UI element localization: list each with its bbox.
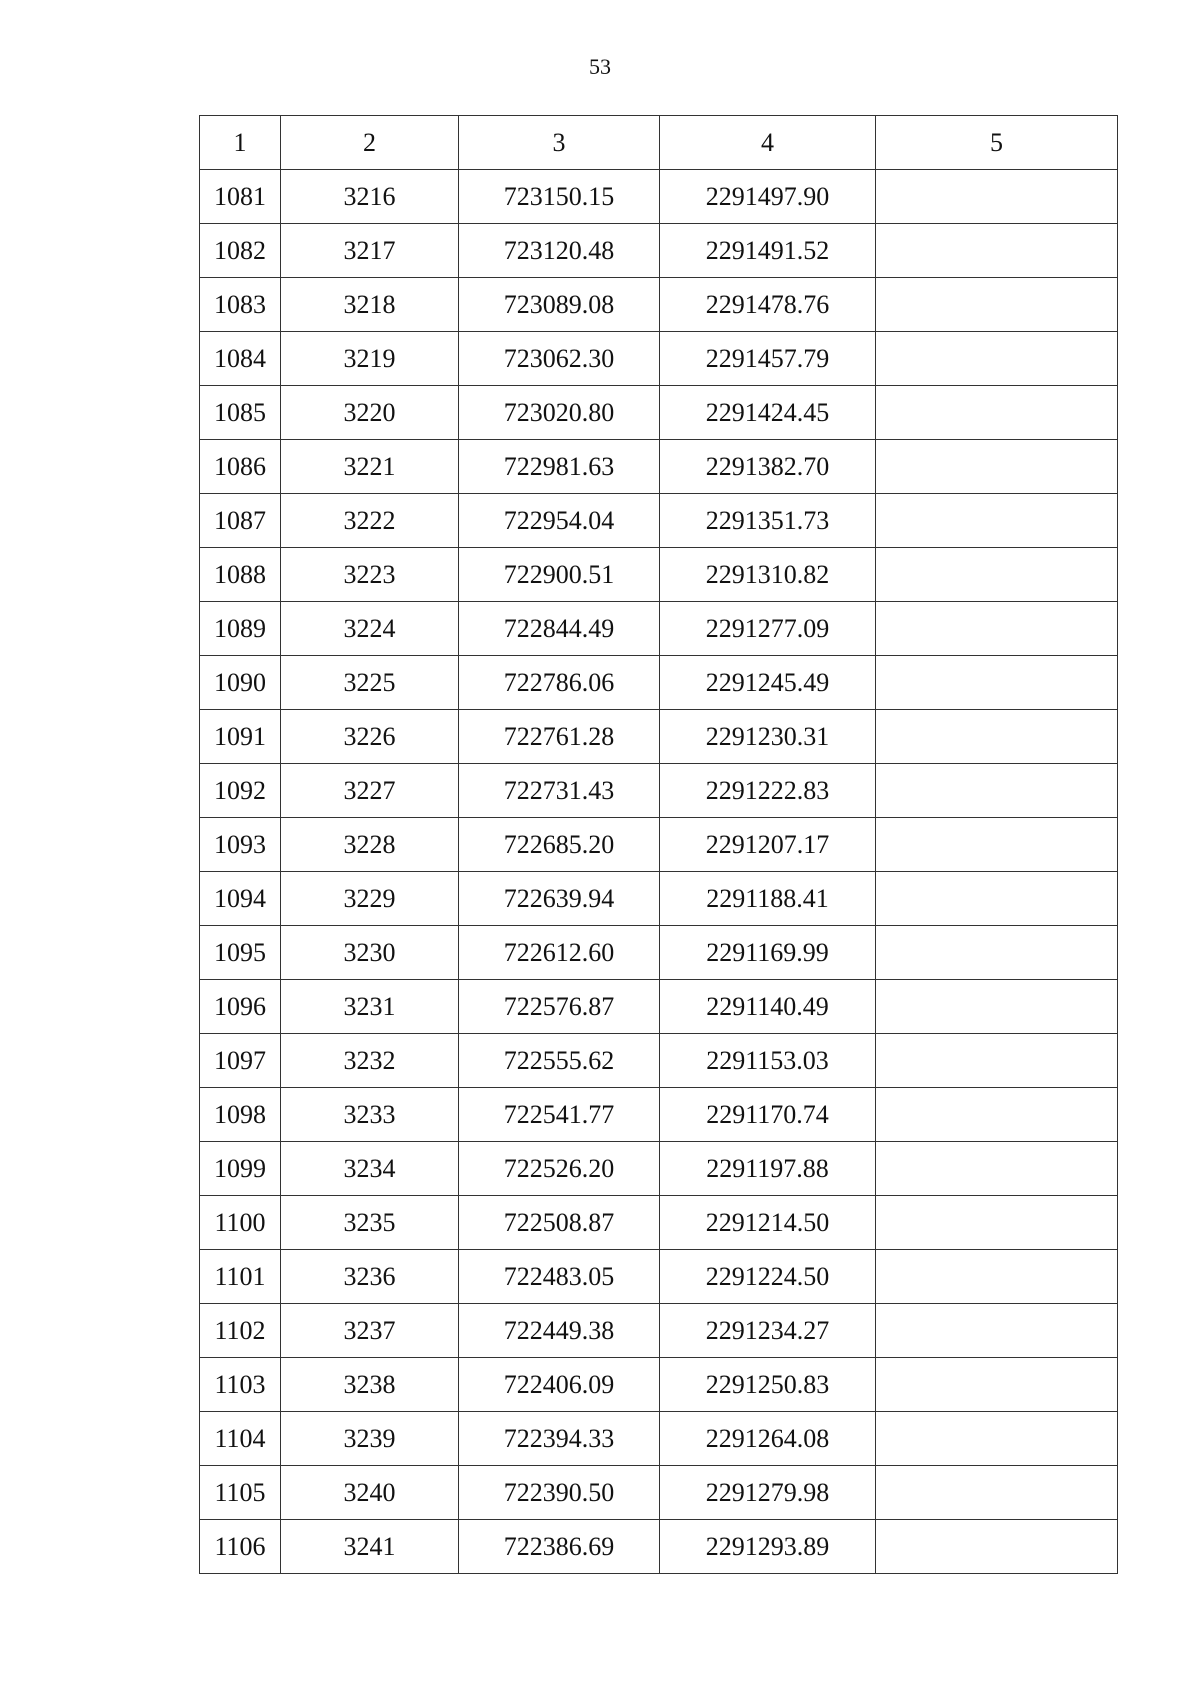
table-cell: 722685.20 [459,818,660,872]
table-row [200,1412,1118,1466]
table-row [200,278,1118,332]
table-cell: 1106 [200,1520,281,1574]
table-cell: 1096 [200,980,281,1034]
table-cell [876,332,1118,386]
table-cell: 1103 [200,1358,281,1412]
table-cell [876,872,1118,926]
table-cell: 723020.80 [459,386,660,440]
table-cell [876,170,1118,224]
table-cell: 3232 [281,1034,459,1088]
header-cell: 5 [876,116,1118,170]
table-cell: 2291222.83 [660,764,876,818]
table-row [200,1358,1118,1412]
table-cell: 2291170.74 [660,1088,876,1142]
table-cell: 1086 [200,440,281,494]
table-cell: 3216 [281,170,459,224]
table-cell: 722449.38 [459,1304,660,1358]
table-cell: 2291245.49 [660,656,876,710]
table-row [200,1466,1118,1520]
table-cell: 722508.87 [459,1196,660,1250]
table-row [200,1088,1118,1142]
table-cell [876,602,1118,656]
table-cell: 722541.77 [459,1088,660,1142]
table-cell: 2291197.88 [660,1142,876,1196]
table-cell: 3230 [281,926,459,980]
table-cell: 2291224.50 [660,1250,876,1304]
table-cell: 2291188.41 [660,872,876,926]
table-row [200,710,1118,764]
table-cell: 723150.15 [459,170,660,224]
table-cell: 1081 [200,170,281,224]
table-cell: 1102 [200,1304,281,1358]
table-cell: 1092 [200,764,281,818]
table-cell: 2291424.45 [660,386,876,440]
table-row [200,872,1118,926]
table-header [200,116,1118,170]
table-cell: 1098 [200,1088,281,1142]
table-cell: 722386.69 [459,1520,660,1574]
table-row [200,1520,1118,1574]
table-cell: 1100 [200,1196,281,1250]
table-cell: 2291230.31 [660,710,876,764]
table-row [200,926,1118,980]
table-row [200,656,1118,710]
table-cell: 3227 [281,764,459,818]
table-cell: 3226 [281,710,459,764]
table-cell [876,1520,1118,1574]
table-cell: 2291310.82 [660,548,876,602]
table-cell: 2291491.52 [660,224,876,278]
table-row [200,224,1118,278]
table-cell: 2291457.79 [660,332,876,386]
table-cell: 722731.43 [459,764,660,818]
table-cell: 2291264.08 [660,1412,876,1466]
table-cell [876,656,1118,710]
table-cell: 722406.09 [459,1358,660,1412]
table-row [200,440,1118,494]
table-cell: 3240 [281,1466,459,1520]
table-row [200,602,1118,656]
table-row [200,386,1118,440]
table-cell: 722786.06 [459,656,660,710]
table-row [200,332,1118,386]
table-cell: 2291478.76 [660,278,876,332]
table-cell: 3239 [281,1412,459,1466]
table-cell: 1095 [200,926,281,980]
table-cell: 2291214.50 [660,1196,876,1250]
table-cell: 722900.51 [459,548,660,602]
table-cell [876,818,1118,872]
table-cell: 722844.49 [459,602,660,656]
table-cell [876,980,1118,1034]
table-cell: 3231 [281,980,459,1034]
table-cell: 2291153.03 [660,1034,876,1088]
table-cell: 722612.60 [459,926,660,980]
table-cell: 1090 [200,656,281,710]
table-cell: 722576.87 [459,980,660,1034]
table-row [200,818,1118,872]
table-cell [876,1250,1118,1304]
table-cell: 722639.94 [459,872,660,926]
coordinates-table [199,115,1118,1574]
table-cell: 722555.62 [459,1034,660,1088]
table-cell: 3237 [281,1304,459,1358]
table-cell: 3228 [281,818,459,872]
table-cell: 2291293.89 [660,1520,876,1574]
table-row [200,1142,1118,1196]
table-cell: 3235 [281,1196,459,1250]
table-row [200,1250,1118,1304]
table-cell: 1105 [200,1466,281,1520]
table-cell: 2291277.09 [660,602,876,656]
table-cell: 2291169.99 [660,926,876,980]
header-row [200,116,1118,170]
table-cell: 3241 [281,1520,459,1574]
table-cell: 722761.28 [459,710,660,764]
table-row [200,980,1118,1034]
table-cell [876,1196,1118,1250]
table-cell [876,548,1118,602]
table-cell: 3218 [281,278,459,332]
table-cell: 3217 [281,224,459,278]
table-cell: 723062.30 [459,332,660,386]
header-cell: 3 [459,116,660,170]
table-cell: 3234 [281,1142,459,1196]
table-cell: 2291234.27 [660,1304,876,1358]
table-cell [876,1466,1118,1520]
table-cell: 1089 [200,602,281,656]
table-row [200,1196,1118,1250]
table-body [200,170,1118,1574]
table-cell: 722394.33 [459,1412,660,1466]
table-cell: 3221 [281,440,459,494]
table-cell [876,1358,1118,1412]
table-cell: 722954.04 [459,494,660,548]
table-row [200,1034,1118,1088]
table-cell: 1091 [200,710,281,764]
table-cell: 1097 [200,1034,281,1088]
table-row [200,1304,1118,1358]
table-cell [876,1412,1118,1466]
table-cell [876,1304,1118,1358]
table-cell [876,224,1118,278]
table-cell: 1087 [200,494,281,548]
table-cell: 3225 [281,656,459,710]
table-cell: 1088 [200,548,281,602]
table-cell: 3233 [281,1088,459,1142]
table-cell: 722483.05 [459,1250,660,1304]
table-cell: 3220 [281,386,459,440]
table-cell [876,1142,1118,1196]
table-cell: 1083 [200,278,281,332]
table-cell: 1082 [200,224,281,278]
table-cell [876,926,1118,980]
table-cell [876,710,1118,764]
table-row [200,494,1118,548]
table-cell: 2291140.49 [660,980,876,1034]
table-row [200,170,1118,224]
table-cell: 1093 [200,818,281,872]
table-cell [876,1088,1118,1142]
table-cell: 1099 [200,1142,281,1196]
table-cell: 723089.08 [459,278,660,332]
table-cell: 3222 [281,494,459,548]
table-row [200,764,1118,818]
table-cell [876,278,1118,332]
header-cell: 1 [200,116,281,170]
table-cell: 723120.48 [459,224,660,278]
table-cell: 1085 [200,386,281,440]
header-cell: 4 [660,116,876,170]
table-cell: 3224 [281,602,459,656]
header-cell: 2 [281,116,459,170]
table-cell: 1101 [200,1250,281,1304]
table-cell [876,494,1118,548]
table-cell: 2291351.73 [660,494,876,548]
table-cell [876,764,1118,818]
table-cell: 1084 [200,332,281,386]
table-cell: 722390.50 [459,1466,660,1520]
table-cell [876,440,1118,494]
table-cell: 3219 [281,332,459,386]
table-cell: 3236 [281,1250,459,1304]
table-cell: 722981.63 [459,440,660,494]
table-cell: 2291382.70 [660,440,876,494]
table-cell: 1104 [200,1412,281,1466]
table-cell: 3229 [281,872,459,926]
table-cell: 3238 [281,1358,459,1412]
table-cell: 2291279.98 [660,1466,876,1520]
table-cell: 2291497.90 [660,170,876,224]
table-cell [876,386,1118,440]
table-cell: 2291250.83 [660,1358,876,1412]
table-cell: 3223 [281,548,459,602]
table-row [200,548,1118,602]
table-cell: 2291207.17 [660,818,876,872]
table-cell: 1094 [200,872,281,926]
page-number: 53 [589,54,611,79]
table-cell [876,1034,1118,1088]
table-cell: 722526.20 [459,1142,660,1196]
